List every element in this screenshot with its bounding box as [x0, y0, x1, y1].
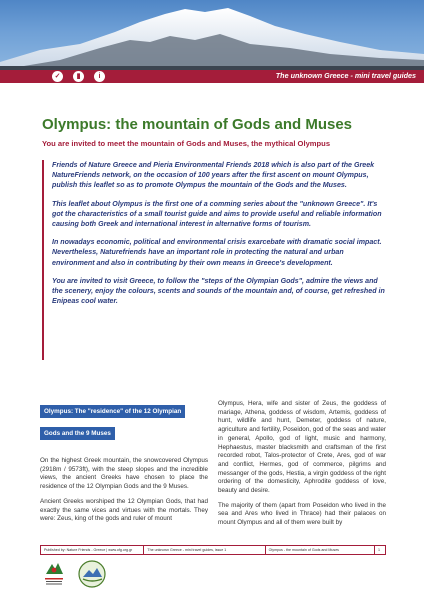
- info-icon: i: [94, 71, 105, 82]
- footer-series: The unknown Greece - mini travel guides, issue 1: [144, 546, 265, 554]
- hero-mountain-image: [0, 0, 424, 70]
- series-tagline: The unknown Greece - mini travel guides: [275, 71, 416, 80]
- footer-strip: [40, 545, 386, 555]
- pieria-friends-logo: [78, 560, 106, 588]
- body-paragraph: The majority of them (apart from Poseidon who lived in the sea and Ares who lived in Thrace) had their palaces on mount Olympus and all of them were built by: [218, 501, 386, 527]
- naturefriends-logo: [42, 558, 66, 592]
- footer-publisher: Published by: Nature Friends - Greece | www.ofg.org.gr: [41, 546, 144, 554]
- header-bar: [0, 70, 424, 83]
- body-paragraph: On the highest Greek mountain, the snowcovered Olympus (2918m / 9573ft), with the steep slopes and the incredible views, the ancient Greeks have chosen to place the residence of the 12 Olympian Gods and the 9 Muses.: [40, 457, 208, 491]
- right-column: [218, 400, 386, 534]
- intro-block: [42, 160, 386, 360]
- section-heading: [40, 400, 208, 444]
- page-subtitle: You are invited to meet the mountain of Gods and Muses, the mythical Olympus: [42, 139, 331, 148]
- footer-page-number: 1: [378, 548, 381, 552]
- footer-issue-title: Olympus - the mountain of Gods and Muses: [266, 546, 375, 554]
- body-paragraph: Ancient Greeks worshiped the 12 Olympian Gods, that had exactly the same vices and virtues with the mortals. They were: Zeus, king of the gods and ruler of mount: [40, 497, 208, 523]
- left-column: [40, 400, 208, 530]
- intro-paragraph: You are invited to visit Greece, to follow the "steps of the Olympian Gods", admire the views and the scenery, enjoy the colours, scents and sounds of the mountain and, of course, get refreshed in Enipeas cool water.: [52, 276, 385, 306]
- info-stand-icon: ▮: [73, 71, 84, 82]
- mountain-illustration: [0, 0, 424, 70]
- body-paragraph: Olympus, Hera, wife and sister of Zeus, the goddess of mariage, Athena, goddess of wisdom, Artemis, goddess of hunt, wildlife and hunt, Demeter, goddess of nature, agriculture and fertility, Poseidon, god of the seas and water in general, Apollo, god of light, music and harmony, Hephaestus, master blacksmith and craftsman of the first recorded robot, Talos-protector of Crete, Ares, god of war and conflict, Hermes, god of commerce, pilgrims and messanger of the gods, Hestia, a virgin goddess of the right ordering of the domesticity, Aphrodite goddess of love, beauty and desire.: [218, 400, 386, 495]
- bicycle-icon: ✓: [52, 71, 63, 82]
- section-heading-line2: Gods and the 9 Muses: [40, 427, 115, 440]
- intro-paragraph: Friends of Nature Greece and Pieria Environmental Friends 2018 which is also part of the Greek NatureFriends network, on the occasion of 100 years after the first ascent on mount Olympus, publish this leaflet so as to promote Olympus the mountain of the Gods and the Muses.: [52, 161, 375, 190]
- intro-paragraph: This leaflet about Olympus is the first one of a comming series about the "unknown Greece". It's got the characteristics of a small tourist guide and aims to provide useful and reliable information causing both Greek and international interest in alternative forms of tourism.: [52, 199, 382, 229]
- intro-paragraph: In nowadays economic, political and environmental crisis exarcebate with dramatic social impact. Nevertheless, Naturefriends have an important role in protecting the natural and urban environment and also in contributing by their own means in Greece's development.: [52, 238, 382, 267]
- page-title: Olympus: the mountain of Gods and Muses: [42, 116, 353, 133]
- section-heading-line1: Olympus: The "residence" of the 12 Olympian: [40, 405, 185, 418]
